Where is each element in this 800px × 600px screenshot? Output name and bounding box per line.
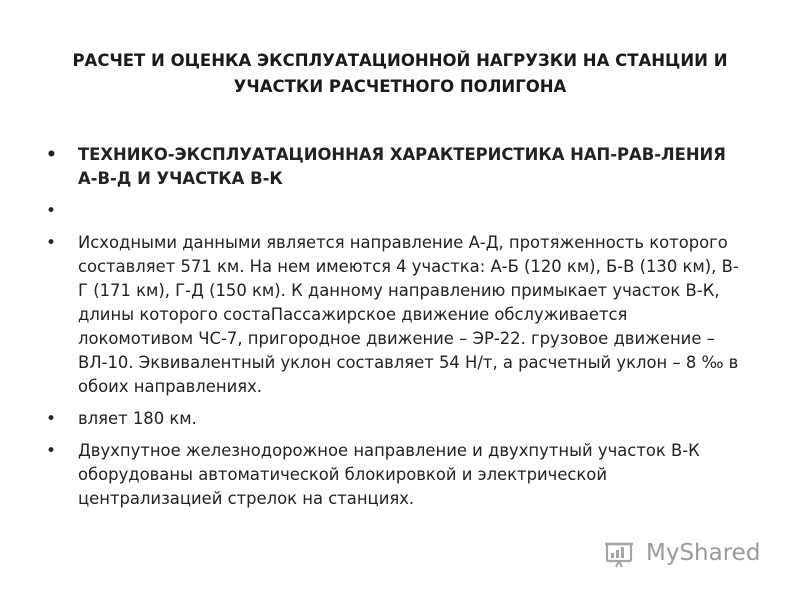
bullet-dot: • <box>46 233 57 253</box>
watermark-text: MyShared <box>646 540 761 566</box>
myshared-watermark <box>604 537 760 569</box>
bullet-item <box>46 199 746 223</box>
bullet-dot: • <box>46 409 57 429</box>
bullet-text: Исходными данными является направление А-Д, протяженность которого составляет 571 км. На нем имеются 4 участка: А-Б (120 км), Б-В (130 км), В-Г (171 км), Г-Д (150 км). К данному направлению примыкает участок В-К, длины которого состаПассажирское движение обслуживается локомотивом ЧС-7, пригородное движение – ЭР-22. грузовое движение – ВЛ-10. Эквивалентный уклон составляет 54 Н/т, а расчетный уклон – 8 ‰ в обоих направлениях. <box>78 233 739 396</box>
slide-title-text: РАСЧЕТ И ОЦЕНКА ЭКСПЛУАТАЦИОННОЙ НАГРУЗКИ НА СТАНЦИИ И УЧАСТКИ РАСЧЕТНОГО ПОЛИГОНА <box>72 51 728 96</box>
bullet-list <box>46 143 746 511</box>
slide-title <box>60 48 740 100</box>
bullet-text: ТЕХНИКО-ЭКСПЛУАТАЦИОННАЯ ХАРАКТЕРИСТИКА НАП-РАВ-ЛЕНИЯ А-В-Д И УЧАСТКА В-К <box>78 145 726 188</box>
bullet-item <box>46 231 746 399</box>
bullet-item <box>46 439 746 511</box>
bullet-dot: • <box>46 441 57 461</box>
bullet-item <box>46 407 746 431</box>
bullet-text: Двухпутное железнодорожное направление и двухпутный участок В-К оборудованы автоматической блокировкой и электрической централизацией стрелок на станциях. <box>78 441 700 508</box>
bullet-text: вляет 180 км. <box>78 409 197 428</box>
myshared-logo-icon <box>604 538 638 568</box>
bullet-item <box>46 143 746 191</box>
bullet-dot: • <box>46 201 57 221</box>
bullet-dot: • <box>46 145 57 165</box>
